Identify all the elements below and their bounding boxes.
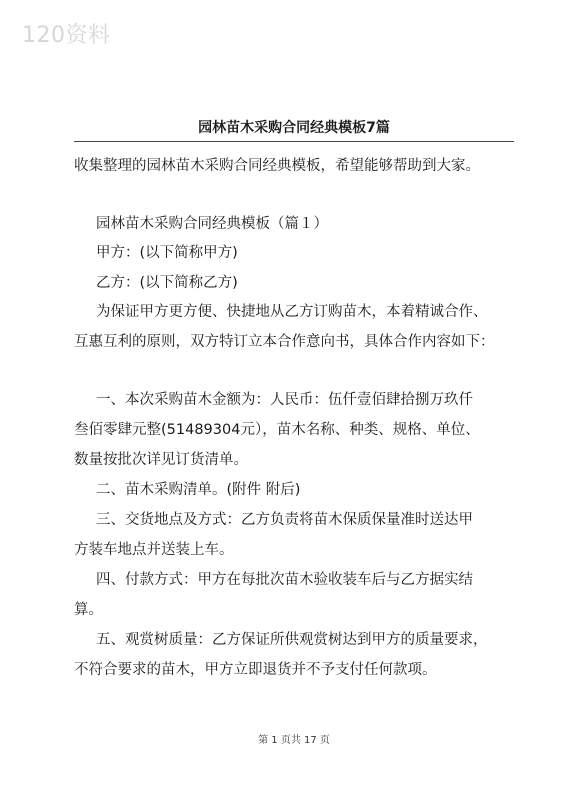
document-title: 园林苗木采购合同经典模板7篇 [198, 120, 390, 136]
page-footer: 第 1 页共 17 页 [258, 735, 330, 746]
intro-text: 收集整理的园林苗木采购合同经典模板，希望能够帮助到大家。 [74, 158, 480, 174]
clause-1-line: 一、本次采购苗木金额为：人民币：伍仟壹佰肆拾捌万玖仟 [96, 392, 473, 408]
clause-4-line: 算。 [74, 602, 103, 618]
clause-5-line: 不符合要求的苗木，甲方立即退货并不予支付任何款项。 [74, 662, 437, 678]
purpose-paragraph-line: 互惠互利的原则，双方特订立本合作意向书，具体合作内容如下： [74, 334, 495, 350]
clause-1-line: 叁佰零肆元整(51489304元），苗木名称、种类、规格、单位、 [74, 422, 480, 438]
party-a: 甲方：(以下简称甲方) [96, 245, 238, 261]
purpose-paragraph-line: 为保证甲方更方便、快捷地从乙方订购苗木，本着精诚合作、 [96, 304, 488, 320]
section-heading: 园林苗木采购合同经典模板（篇１） [96, 216, 328, 232]
clause-2: 二、苗木采购清单。(附件 附后) [96, 482, 301, 498]
watermark-logo: 120资料 [22, 23, 111, 48]
clause-5-line: 五、观赏树质量：乙方保证所供观赏树达到甲方的质量要求， [96, 632, 488, 648]
clause-1-line: 数量按批次详见订货清单。 [74, 452, 248, 468]
clause-3-line: 方装车地点并送装上车。 [74, 542, 234, 558]
clause-4-line: 四、付款方式：甲方在每批次苗木验收装车后与乙方据实结 [96, 572, 473, 588]
party-b: 乙方：(以下简称乙方) [96, 275, 238, 291]
title-divider [74, 141, 514, 142]
document-page [74, 0, 514, 800]
clause-3-line: 三、交货地点及方式：乙方负责将苗木保质保量准时送达甲 [96, 512, 473, 528]
